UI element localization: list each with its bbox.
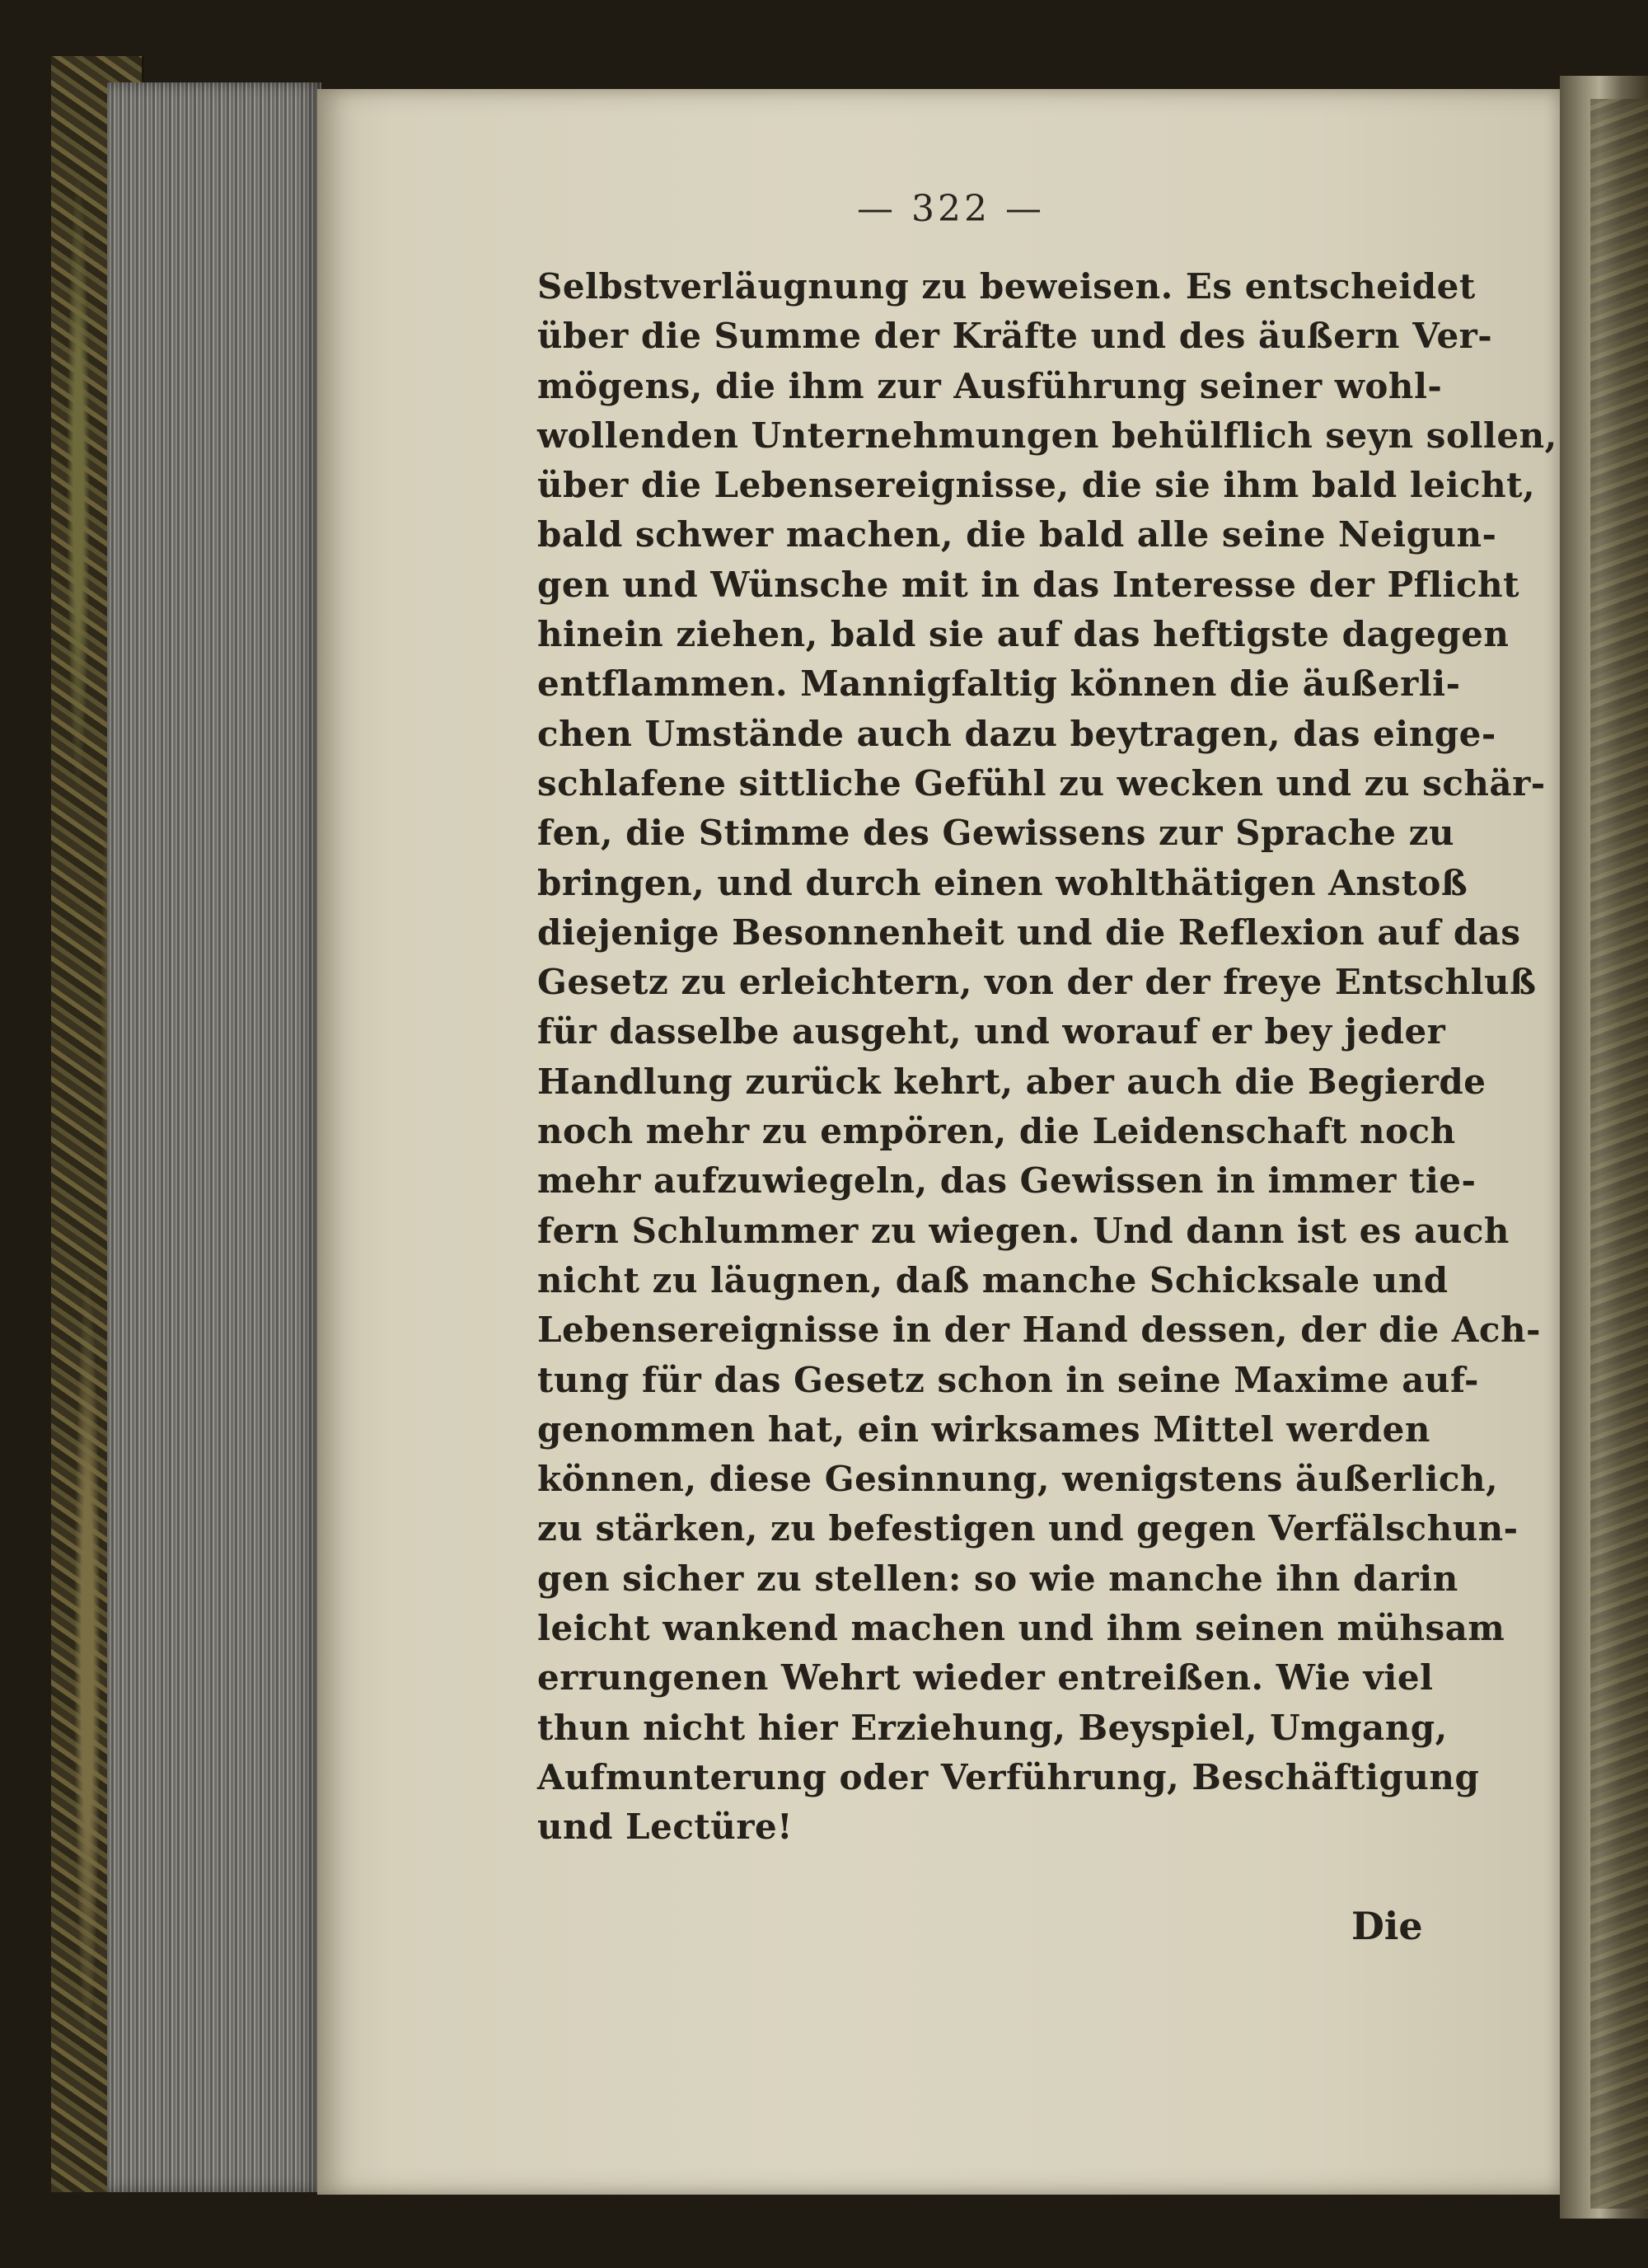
text-line: schlafene sittliche Gefühl zu wecken und zu schär- <box>537 762 1546 804</box>
text-line: wollenden Unternehmungen behülflich seyn sollen, <box>537 415 1557 456</box>
cover-right-lining <box>1590 99 1648 2209</box>
text-line: können, diese Gesinnung, wenigstens äußerlich, <box>537 1459 1499 1500</box>
text-line: über die Summe der Kräfte und des äußern Ver- <box>537 316 1493 357</box>
text-line: bald schwer machen, die bald alle seine Neigun- <box>537 514 1497 555</box>
text-line: für dasselbe ausgeht, und worauf er bey jeder <box>537 1011 1446 1052</box>
page-number-header: — 322 — <box>857 188 1045 230</box>
text-line: leicht wankend machen und ihm seinen mühsam <box>537 1608 1505 1649</box>
text-line: tung für das Gesetz schon in seine Maxime auf- <box>537 1359 1479 1400</box>
text-line: Lebensereignisse in der Hand dessen, der die Ach- <box>537 1310 1541 1351</box>
text-line: fen, die Stimme des Gewissens zur Sprache zu <box>537 813 1455 854</box>
text-line: noch mehr zu empören, die Leidenschaft noch <box>537 1111 1456 1152</box>
catchword: Die <box>1351 1904 1423 1948</box>
text-line: genommen hat, ein wirksames Mittel werden <box>537 1408 1430 1450</box>
text-line: mehr aufzuwiegeln, das Gewissen in immer tie- <box>537 1160 1477 1202</box>
text-line: Handlung zurück kehrt, aber auch die Begierde <box>537 1061 1486 1102</box>
text-line: fern Schlummer zu wiegen. Und dann ist es auch <box>537 1210 1510 1251</box>
text-line: diejenige Besonnenheit und die Reflexion auf das <box>537 911 1521 953</box>
text-line: über die Lebensereignisse, die sie ihm bald leicht, <box>537 465 1536 506</box>
text-line: errungenen Wehrt wieder entreißen. Wie viel <box>537 1657 1434 1699</box>
text-line: und Lectüre! <box>537 1806 794 1848</box>
page-edges <box>107 82 321 2192</box>
text-line: chen Umstände auch dazu beytragen, das einge- <box>537 713 1496 754</box>
text-line: gen und Wünsche mit in das Interesse der Pflicht <box>537 564 1520 605</box>
text-line: bringen, und durch einen wohlthätigen Anstoß <box>537 862 1468 903</box>
text-line: thun nicht hier Erziehung, Beyspiel, Umgang, <box>537 1707 1448 1748</box>
text-line: mögens, die ihm zur Ausführung seiner wohl- <box>537 365 1443 406</box>
text-line: entflammen. Mannigfaltig können die äußerli- <box>537 663 1461 705</box>
text-line: Selbstverläugnung zu beweisen. Es entscheidet <box>537 266 1476 307</box>
text-line: zu stärken, zu befestigen und gegen Verfälschun- <box>537 1508 1519 1549</box>
text-line: Aufmunterung oder Verführung, Beschäftigung <box>537 1756 1480 1797</box>
text-line: Gesetz zu erleichtern, von der der freye Entschluß <box>537 962 1537 1003</box>
text-line: gen sicher zu stellen: so wie manche ihn darin <box>537 1558 1458 1599</box>
text-line: hinein ziehen, bald sie auf das heftigste dagegen <box>537 614 1510 655</box>
text-line: nicht zu läugnen, daß manche Schicksale und <box>537 1259 1449 1300</box>
body-text <box>537 262 1557 1853</box>
